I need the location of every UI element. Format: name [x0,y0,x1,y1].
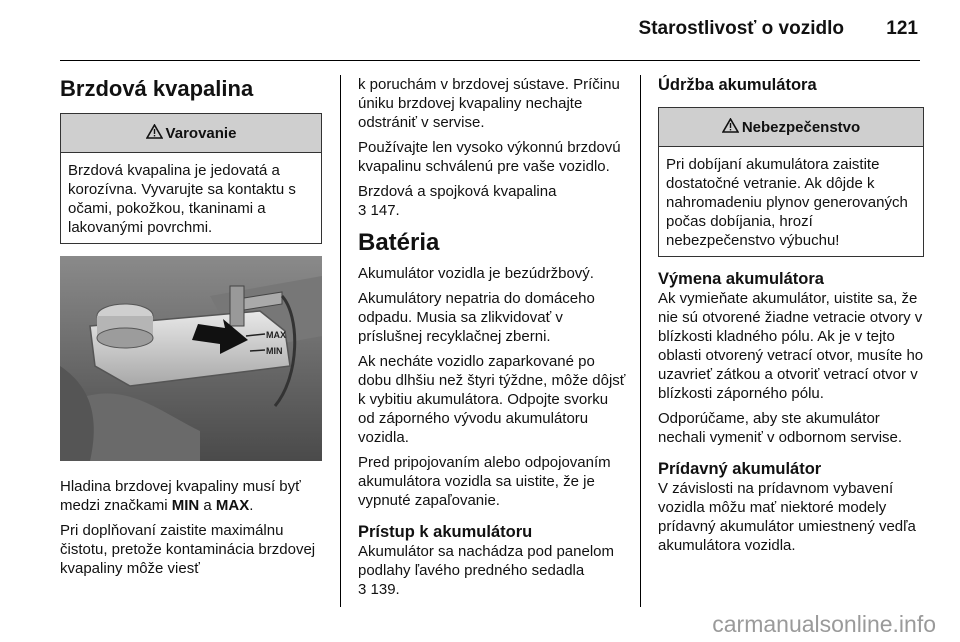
subheading-aux-battery: Prídavný akumulátor [658,460,822,478]
max-mark-label: MAX [266,330,286,340]
paragraph-aux-battery: V závislosti na prídavnom vybavení vozidla môžu mať niektoré modely prídavný akumulátor umiestnený vedľa akumulátora vozidla. [658,480,916,554]
subheading-access: Prístup k akumulátoru [358,523,533,541]
page-header [0,0,960,60]
subheading-replacement: Výmena akumulátora [658,270,824,288]
watermark: carmanualsonline.info [712,611,936,637]
section-heading-brake-fluid: Brzdová kvapalina [60,76,254,101]
paragraph-continued: k poruchám v brzdovej sústave. Príčinu úniku brzdovej kvapaliny nechajte odstrániť v servise. [358,76,620,131]
paragraph-battery-1: Akumulátor vozidla je bezúdržbový. [358,265,594,282]
paragraph-battery-4: Pred pripojovaním alebo odpojovaním akumulátora vozidla sa uistite, že je vypnuté zapaľovanie. [358,454,611,509]
chapter-title: Starostlivosť o vozidlo [638,18,844,39]
min-mark-label: MIN [266,346,283,356]
header-rule [60,60,920,61]
warning-box-header [61,114,321,153]
paragraph-battery-2: Akumulátory nepatria do domáceho odpadu. Musia sa zlikvidovať v príslušnej recyklačnej zberni. [358,290,595,345]
paragraph-replacement: Ak vymieňate akumulátor, uistite sa, že nie sú otvorené žiadne vetracie otvory v blízkosti kladného pólu. Ak je v tejto oblasti otvorený vetrací otvor, musíte ho uzavrieť zátkou a otvoriť vetrací otvor v blízkosti záporného pólu. [658,290,924,402]
page-number: 121 [886,18,918,39]
page-reference: 3 147. [358,202,400,219]
warning-triangle-icon [146,124,163,143]
paragraph-cleanliness: Pri doplňovaní zaistite maximálnu čistotu, pretože kontaminácia brzdovej kvapaliny môže viesť [60,522,316,577]
section-heading-maintenance: Údržba akumulátora [658,76,817,94]
column-divider [640,75,641,607]
paragraph-clutch-fluid: Brzdová a spojková kvapalina [358,183,557,200]
danger-text: Pri dobíjaní akumulátora zaistite dostatočné vetranie. Ak dôjde k nahromadeniu plynov generovaných počas dobíjania, hrozí nebezpečenstvo výbuchu! [666,156,908,249]
warning-box [60,113,322,244]
paragraph-access: Akumulátor sa nachádza pod panelom podlahy ľavého predného sedadla [358,543,614,579]
section-heading-battery: Batéria [358,229,440,256]
paragraph-battery-3: Ak necháte vozidlo zaparkované po dobu dlhšiu než štyri týždne, môže dôjsť k vybitiu akumulátora. Odpojte svorku od záporného vývodu akumulátoru vozidla. [358,353,626,446]
paragraph-level: Hladina brzdovej kvapaliny musí byť medzi značkami MIN a MAX. [60,478,301,514]
warning-triangle-icon [722,118,739,137]
column-divider [340,75,341,607]
warning-title: Varovanie [165,124,237,142]
warning-text: Brzdová kvapalina je jedovatá a korozívna. Vyvarujte sa kontaktu s očami, pokožkou, tkaninami a lakovanými povrchmi. [68,162,296,236]
column-2 [358,75,626,605]
page-reference-access: 3 139. [358,581,400,598]
danger-box-header [659,108,923,147]
paragraph-recommendation: Odporúčame, aby ste akumulátor nechali vymeniť v odbornom servise. [658,410,903,446]
column-1 [60,75,322,584]
danger-box [658,107,924,257]
paragraph-fluid-type: Používajte len vysoko výkonnú brzdovú kvapalinu schválenú pre vaše vozidlo. [358,139,621,175]
column-3 [658,75,924,561]
danger-title: Nebezpečenstvo [741,118,861,136]
brake-fluid-reservoir-image [60,256,322,461]
